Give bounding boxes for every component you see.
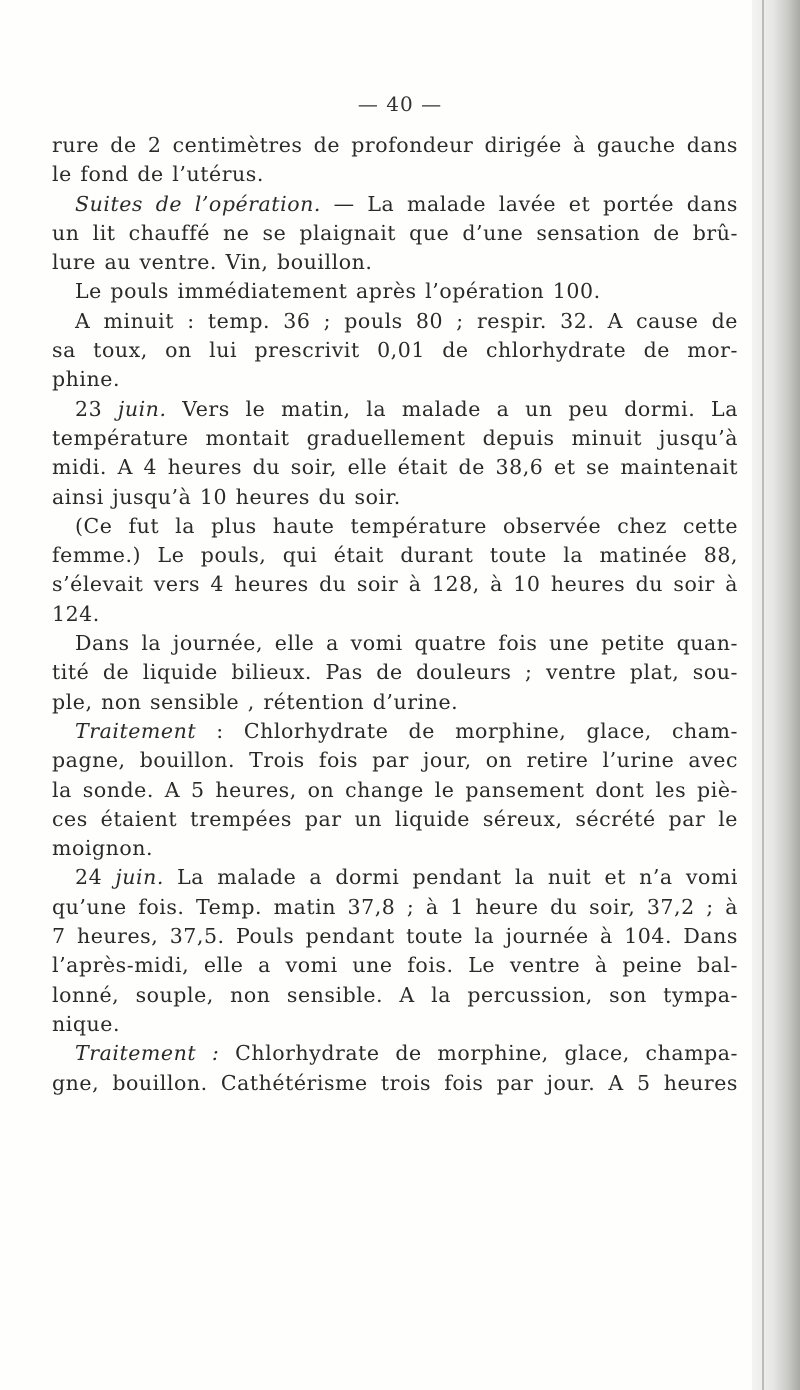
text-run: s’élevait vers 4 heures du soir à 128, à 10 heures du soir à — [52, 572, 738, 597]
text-run: gne, bouillon. Cathétérisme trois fois par jour. A 5 heures — [52, 1070, 738, 1095]
page-edge-line — [762, 0, 764, 1390]
text-run: La malade a dormi pendant la nuit et n’a vomi — [163, 865, 738, 890]
page-edge-shadow — [752, 0, 800, 1390]
text-run: — La malade lavée et portée dans — [320, 191, 738, 216]
text-run: phine. — [52, 367, 121, 392]
text-line — [52, 688, 738, 717]
text-run: : Chlorhydrate de morphine, glace, cham- — [196, 718, 738, 743]
text-line — [52, 248, 738, 277]
text-line — [52, 600, 738, 629]
text-run: A minuit : temp. 36 ; pouls 80 ; respir. 32. A cause de — [75, 308, 738, 333]
text-line — [52, 219, 738, 248]
text-run: température montait graduellement depuis minuit jusqu’à — [52, 425, 738, 450]
text-run: tité de liquide bilieux. Pas de douleurs ; ventre plat, sou- — [52, 660, 738, 685]
text-line — [52, 922, 738, 951]
text-line — [52, 805, 738, 834]
text-line — [52, 483, 738, 512]
text-run: Dans la journée, elle a vomi quatre fois une petite quan- — [75, 631, 738, 656]
text-run: (Ce fut la plus haute température observée chez cette — [75, 513, 738, 538]
text-line — [52, 131, 738, 160]
text-run: qu’une fois. Temp. matin 37,8 ; à 1 heure du soir, 37,2 ; à — [52, 894, 738, 919]
text-run: femme.) Le pouls, qui était durant toute la matinée 88, — [52, 543, 738, 568]
text-run: Traitement — [75, 718, 197, 743]
text-line — [52, 981, 738, 1010]
text-line — [52, 1039, 738, 1068]
text-run: 124. — [52, 601, 100, 626]
text-line — [52, 951, 738, 980]
text-line — [52, 190, 738, 219]
text-line — [52, 395, 738, 424]
text-line — [52, 776, 738, 805]
text-line — [52, 336, 738, 365]
text-run: 23 — [75, 396, 118, 421]
text-line — [52, 834, 738, 863]
text-run: juin. — [115, 865, 164, 890]
text-run: sa toux, on lui prescrivit 0,01 de chlorhydrate de mor- — [52, 338, 738, 363]
text-run: un lit chauffé ne se plaignait que d’une sensation de brû- — [52, 220, 738, 245]
text-run: nique. — [52, 1011, 121, 1036]
text-line — [52, 365, 738, 394]
text-run: le fond de l’utérus. — [52, 162, 264, 187]
text-run: Suites de l’opération. — [75, 191, 321, 216]
page-number: — 40 — — [357, 92, 443, 116]
text-run: pagne, bouillon. Trois fois par jour, on retire l’urine avec — [52, 748, 738, 773]
text-line — [52, 424, 738, 453]
text-line — [52, 658, 738, 687]
text-line — [52, 512, 738, 541]
text-line — [52, 1069, 738, 1098]
text-line — [52, 717, 738, 746]
text-line — [52, 160, 738, 189]
text-line — [52, 893, 738, 922]
text-line — [52, 541, 738, 570]
text-line — [52, 629, 738, 658]
text-line — [52, 307, 738, 336]
text-run: moignon. — [52, 836, 154, 861]
text-run: Le pouls immédiatement après l’opération 100. — [75, 279, 601, 304]
text-run: l’après-midi, elle a vomi une fois. Le ventre à peine bal- — [52, 953, 738, 978]
text-run: la sonde. A 5 heures, on change le pansement dont les piè- — [52, 777, 738, 802]
text-line — [52, 453, 738, 482]
text-run: lure au ventre. Vin, bouillon. — [52, 250, 373, 275]
text-line — [52, 746, 738, 775]
text-run: midi. A 4 heures du soir, elle était de 38,6 et se maintenait — [52, 455, 738, 480]
text-line — [52, 1010, 738, 1039]
text-run: Traitement : — [75, 1041, 220, 1066]
text-run: juin. — [117, 396, 167, 421]
text-run: ple, non sensible , rétention d’urine. — [52, 689, 459, 714]
text-run: ainsi jusqu’à 10 heures du soir. — [52, 484, 401, 509]
text-line — [52, 863, 738, 892]
text-run: ces étaient trempées par un liquide séreux, sécrété par le — [52, 806, 738, 831]
text-run: lonné, souple, non sensible. A la percussion, son tympa- — [52, 982, 738, 1007]
text-run: 7 heures, 37,5. Pouls pendant toute la journée à 104. Dans — [52, 924, 738, 949]
text-line — [52, 277, 738, 306]
text-run: 24 — [75, 865, 116, 890]
body-text — [52, 131, 738, 1098]
text-run: Vers le matin, la malade a un peu dormi. La — [166, 396, 738, 421]
text-run: rure de 2 centimètres de profondeur dirigée à gauche dans — [52, 133, 738, 157]
text-run: Chlorhydrate de morphine, glace, champa- — [219, 1041, 738, 1066]
text-line — [52, 570, 738, 599]
